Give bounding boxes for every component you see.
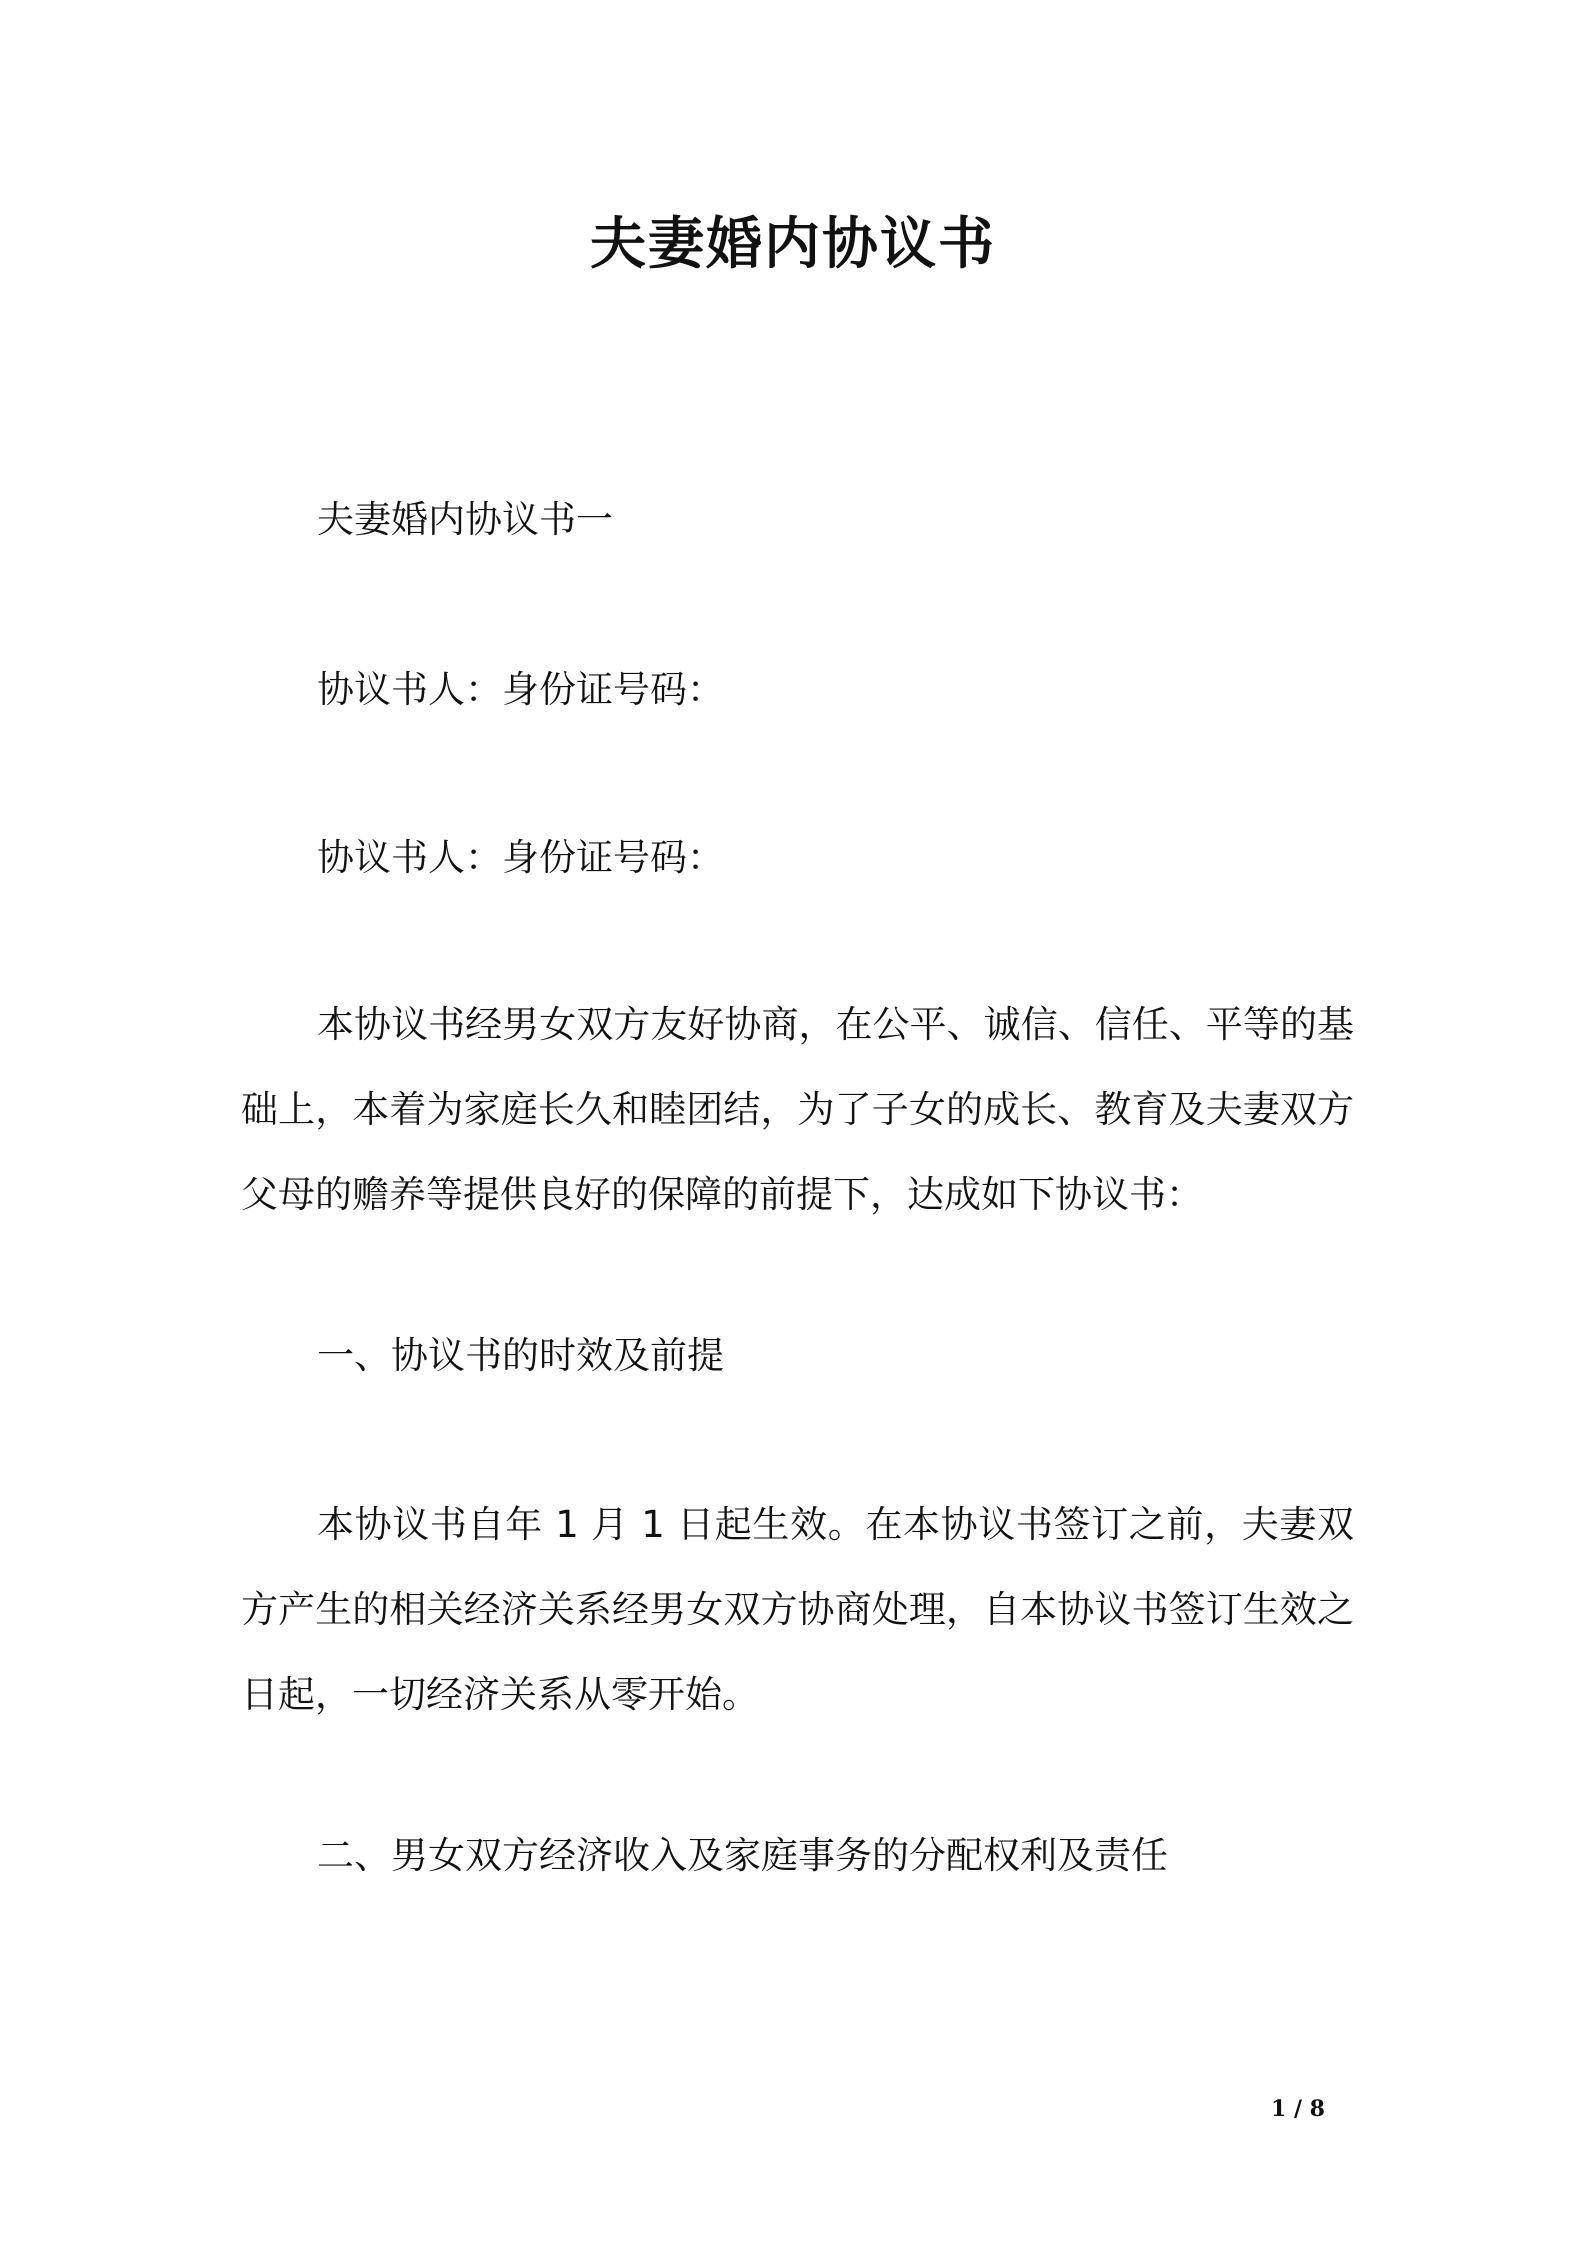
intro-paragraph: 本协议书经男女双方友好协商，在公平、诚信、信任、平等的基础上，本着为家庭长久和睦团结，为了子女的成长、教育及夫妻双方父母的赡养等提供良好的保障的前提下，达成如下协议书： bbox=[241, 1003, 1354, 1216]
party-line-2: 协议书人：身份证号码： bbox=[317, 836, 724, 879]
section-2-heading: 二、男女双方经济收入及家庭事务的分配权利及责任 bbox=[317, 1834, 1168, 1877]
party-line-1: 协议书人：身份证号码： bbox=[317, 668, 724, 711]
page-number: 1 / 8 bbox=[1271, 2096, 1325, 2122]
section-1-heading: 一、协议书的时效及前提 bbox=[317, 1334, 724, 1377]
section-1-paragraph: 本协议书自年 1 月 1 日起生效。在本协议书签订之前，夫妻双方产生的相关经济关系经男女双方协商处理，自本协议书签订生效之日起，一切经济关系从零开始。 bbox=[241, 1503, 1354, 1716]
document-subtitle: 夫妻婚内协议书一 bbox=[317, 498, 613, 541]
document-title: 夫妻婚内协议书 bbox=[590, 212, 996, 277]
